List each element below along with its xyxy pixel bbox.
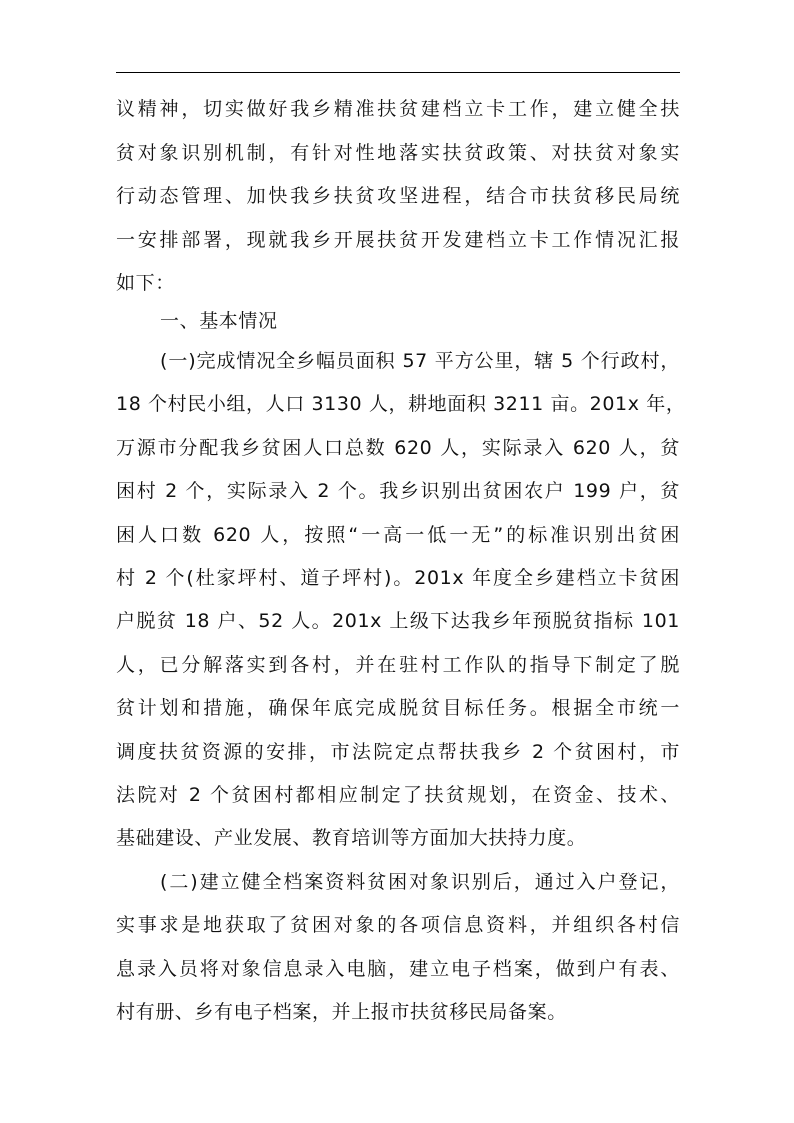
text-line-4: 一安排部署，现就我乡开展扶贫开发建档立卡工作情况汇报 xyxy=(116,229,680,251)
text-line-7: (一)完成情况全乡幅员面积 57 平方公里，辖 5 个行政村， xyxy=(160,350,680,372)
text-line-8: 18 个村民小组，人口 3130 人，耕地面积 3211 亩。201x 年， xyxy=(116,393,686,415)
text-line-3: 行动态管理、加快我乡扶贫攻坚进程，结合市扶贫移民局统 xyxy=(116,185,680,207)
text-line-21: 息录入员将对象信息录入电脑，建立电子档案，做到户有表、 xyxy=(116,958,680,980)
section-heading: 一、基本情况 xyxy=(160,310,278,332)
text-line-5: 如下： xyxy=(116,272,175,294)
text-line-20: 实事求是地获取了贫困对象的各项信息资料，并组织各村信 xyxy=(116,914,680,936)
text-line-22: 村有册、乡有电子档案，并上报市扶贫移民局备案。 xyxy=(116,1001,567,1023)
text-line-1: 议精神，切实做好我乡精准扶贫建档立卡工作，建立健全扶 xyxy=(116,98,680,120)
header-rule xyxy=(116,72,680,73)
text-line-17: 法院对 2 个贫困村都相应制定了扶贫规划，在资金、技术、 xyxy=(116,784,680,806)
text-line-15: 贫计划和措施，确保年底完成脱贫目标任务。根据全市统一 xyxy=(116,697,680,719)
text-line-18: 基础建设、产业发展、教育培训等方面加大扶持力度。 xyxy=(116,827,587,849)
text-line-10: 困村 2 个，实际录入 2 个。我乡识别出贫困农户 199 户，贫 xyxy=(116,480,680,502)
text-line-19: (二)建立健全档案资料贫困对象识别后，通过入户登记， xyxy=(160,871,680,893)
text-line-12: 村 2 个(杜家坪村、道子坪村)。201x 年度全乡建档立卡贫困 xyxy=(116,567,680,589)
text-line-11: 困人口数 620 人，按照“一高一低一无”的标准识别出贫困 xyxy=(116,524,680,546)
text-line-9: 万源市分配我乡贫困人口总数 620 人，实际录入 620 人，贫 xyxy=(116,437,680,459)
text-line-13: 户脱贫 18 户、52 人。201x 上级下达我乡年预脱贫指标 101 xyxy=(116,610,680,632)
text-line-16: 调度扶贫资源的安排，市法院定点帮扶我乡 2 个贫困村，市 xyxy=(116,741,680,763)
text-line-2: 贫对象识别机制，有针对性地落实扶贫政策、对扶贫对象实 xyxy=(116,142,680,164)
text-line-14: 人，已分解落实到各村，并在驻村工作队的指导下制定了脱 xyxy=(116,654,680,676)
